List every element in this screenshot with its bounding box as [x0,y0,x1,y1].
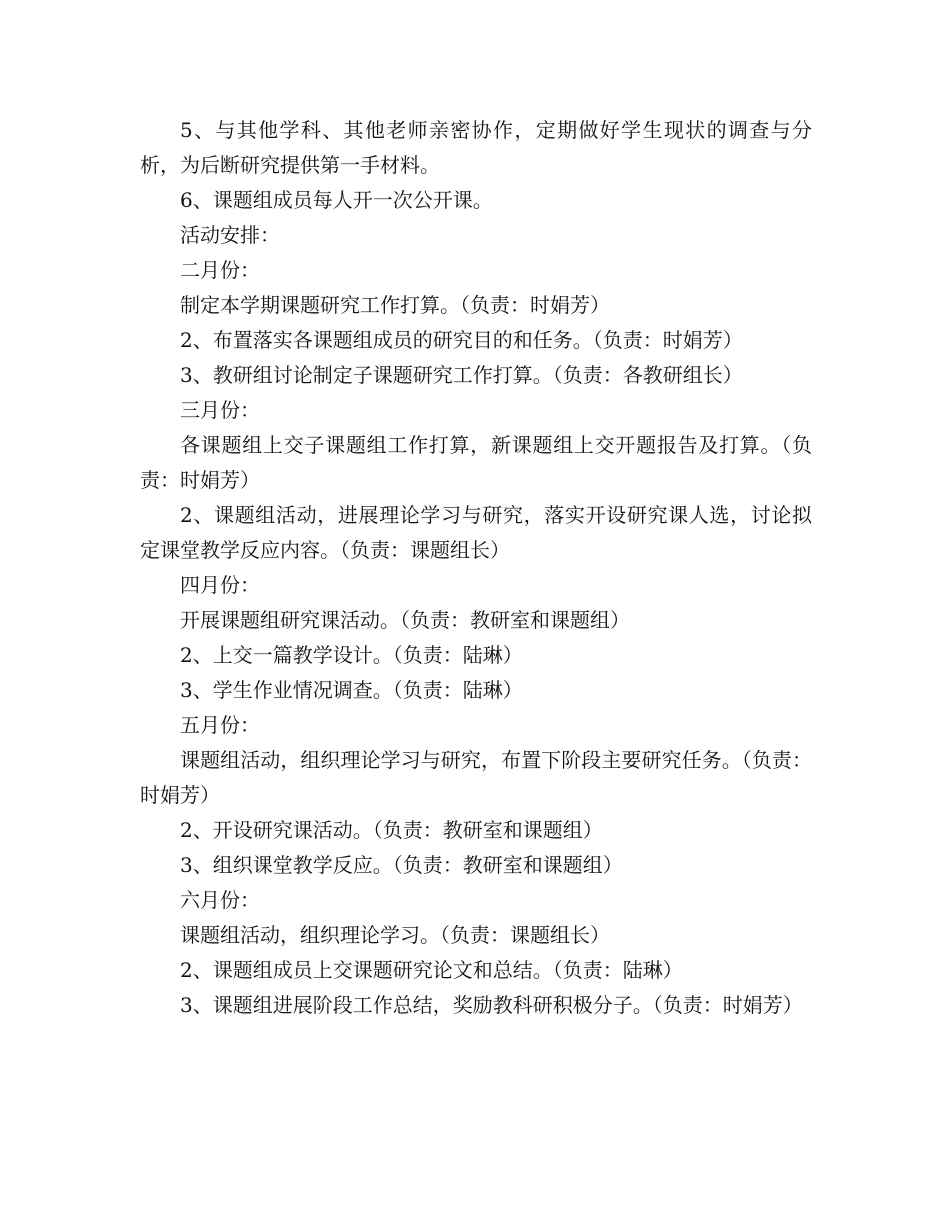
list-item: 2、开设研究课活动。（负责：教研室和课题组） [180,818,603,842]
month-heading-march: 三月份： [180,398,260,422]
paragraph-open-class: 6、课题组成员每人开一次公开课。 [180,188,493,212]
list-item: 3、组织课堂教学反应。（负责：教研室和课题组） [180,853,623,877]
list-item: 2、上交一篇教学设计。（负责：陆琳） [180,643,523,667]
list-item: 2、课题组活动，进展理论学习与研究，落实开设研究课人选，讨论拟定课堂教学反应内容。（负责：课题组长） [140,503,812,562]
list-item: 3、学生作业情况调查。（负责：陆琳） [180,678,523,702]
section-heading-activities: 活动安排： [180,223,280,247]
list-item: 课题组活动，组织理论学习与研究，布置下阶段主要研究任务。（负责：时娟芳） [140,748,812,807]
list-item: 2、布置落实各课题组成员的研究目的和任务。（负责：时娟芳） [180,328,743,352]
paragraph-coordination: 5、与其他学科、其他老师亲密协作，定期做好学生现状的调查与分析，为后断研究提供第一手材料。 [140,118,812,177]
month-heading-february: 二月份： [180,258,260,282]
list-item: 各课题组上交子课题组工作打算，新课题组上交开题报告及打算。（负责：时娟芳） [140,433,812,492]
month-heading-june: 六月份： [180,888,260,912]
list-item: 开展课题组研究课活动。（负责：教研室和课题组） [180,608,630,632]
document-body [140,113,812,1023]
month-heading-may: 五月份： [180,713,260,737]
list-item: 3、课题组进展阶段工作总结，奖励教科研积极分子。（负责：时娟芳） [180,993,803,1017]
list-item: 课题组活动，组织理论学习。（负责：课题组长） [180,923,610,947]
month-heading-april: 四月份： [180,573,260,597]
list-item: 3、教研组讨论制定子课题研究工作打算。（负责：各教研组长） [180,363,743,387]
list-item: 制定本学期课题研究工作打算。（负责：时娟芳） [180,293,610,317]
list-item: 2、课题组成员上交课题研究论文和总结。（负责：陆琳） [180,958,683,982]
